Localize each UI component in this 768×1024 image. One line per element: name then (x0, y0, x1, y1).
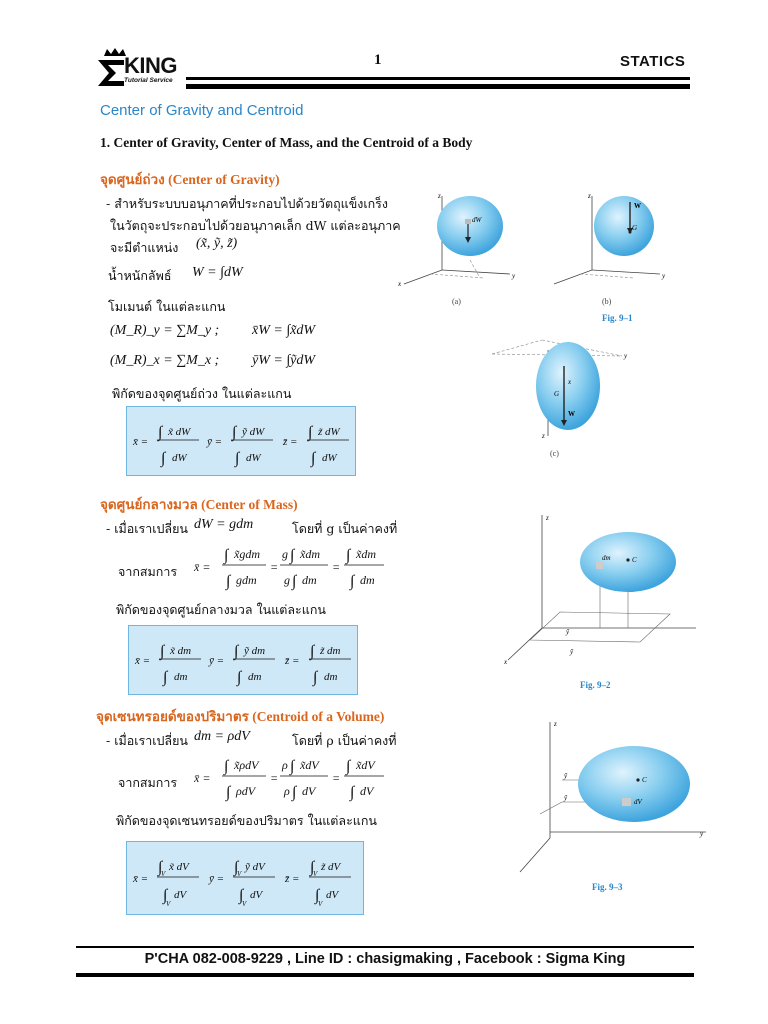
fig-9-3-diagram (510, 718, 710, 878)
svg-text:G: G (632, 224, 638, 232)
mass-line1-tail: โดยที่ g เป็นค่าคงที่ (292, 521, 398, 536)
svg-text:∫: ∫ (226, 784, 231, 801)
svg-text:∫: ∫ (346, 547, 351, 564)
svg-text:x̄ =: x̄ = (133, 436, 149, 448)
svg-text:∫: ∫ (224, 758, 229, 775)
gravity-heading: จุดศูนย์ถ่วง (Center of Gravity) (100, 172, 280, 187)
mass-coord-label: พิกัดของจุดศูนย์กลางมวล ในแต่ละแกน (116, 602, 326, 617)
svg-text:x̄ =: x̄ = (194, 560, 211, 574)
page-number: 1 (374, 52, 382, 68)
svg-text:ρ: ρ (284, 784, 290, 798)
volume-from-eq-label: จากสมการ (118, 775, 178, 790)
svg-text:x̃dm: x̃dm (300, 547, 320, 561)
svg-text:=: = (270, 771, 279, 785)
svg-text:x: x (504, 658, 508, 666)
svg-text:G: G (554, 390, 560, 398)
footer-rule-thick (76, 973, 694, 977)
svg-text:∫: ∫ (292, 573, 297, 590)
svg-text:x̄ =: x̄ = (133, 873, 149, 885)
svg-text:x̃ dV: x̃ dV (169, 861, 189, 873)
svg-text:g: g (284, 573, 290, 587)
svg-text:z̄ =: z̄ = (285, 655, 300, 667)
svg-text:z: z (546, 514, 549, 522)
svg-text:dm: dm (602, 554, 611, 562)
svg-text:dV: dV (250, 889, 263, 901)
svg-text:∫: ∫ (163, 669, 168, 686)
svg-text:V: V (166, 900, 171, 908)
svg-text:x̃dV: x̃dV (300, 758, 319, 772)
svg-text:ȳ =: ȳ = (209, 655, 225, 667)
page-title: Center of Gravity and Centroid (100, 102, 304, 119)
svg-text:x̄ =: x̄ = (135, 655, 151, 667)
moment-x-lhs: (M_R)_x = ∑M_x ; (110, 353, 220, 368)
fig-9-1-caption: Fig. 9–1 (602, 313, 633, 323)
svg-text:C: C (642, 776, 647, 784)
moment-y-lhs: (M_R)_y = ∑M_y ; (110, 323, 220, 338)
svg-text:V: V (161, 870, 166, 878)
svg-text:∫: ∫ (290, 758, 295, 775)
svg-text:dm: dm (324, 671, 338, 683)
svg-text:g: g (282, 547, 288, 561)
svg-text:=: = (332, 560, 341, 574)
svg-text:V: V (242, 900, 247, 908)
svg-text:∫: ∫ (158, 859, 163, 876)
gravity-formula-box (126, 406, 356, 476)
svg-text:dV: dV (326, 889, 339, 901)
mass-from-eq-label: จากสมการ (118, 564, 178, 579)
svg-text:V: V (313, 870, 318, 878)
section-heading: 1. Center of Gravity, Center of Mass, and the Centroid of a Body (100, 135, 473, 150)
mass-formula-box (128, 625, 358, 695)
svg-text:V: V (318, 900, 323, 908)
svg-text:V: V (237, 870, 242, 878)
mass-line1: - เมื่อเราเปลี่ยน (106, 521, 188, 536)
logo-text: KING (124, 53, 177, 78)
svg-text:x̃ dm: x̃ dm (170, 645, 192, 657)
logo-tagline: Tutorial Service (124, 77, 173, 84)
gravity-position-eq: (x̃, ỹ, z̃) (196, 236, 238, 251)
svg-text:z̃ dV: z̃ dV (321, 861, 341, 873)
svg-text:dm: dm (248, 671, 262, 683)
svg-text:y: y (624, 352, 628, 360)
svg-text:∫: ∫ (350, 784, 355, 801)
svg-text:∫: ∫ (292, 784, 297, 801)
svg-text:x̃ρdV: x̃ρdV (234, 758, 259, 772)
fig-9-3-caption: Fig. 9–3 (592, 882, 623, 892)
svg-text:ȳ: ȳ (564, 772, 568, 780)
svg-text:gdm: gdm (236, 573, 257, 587)
svg-text:dW: dW (472, 216, 482, 224)
svg-text:∫: ∫ (310, 859, 315, 876)
svg-text:ρ: ρ (282, 758, 288, 772)
svg-text:ỹ: ỹ (566, 628, 570, 636)
svg-text:∫: ∫ (290, 547, 295, 564)
svg-text:C: C (632, 556, 637, 564)
svg-text:z: z (542, 432, 545, 440)
subject-title: STATICS (620, 53, 686, 70)
svg-text:∫: ∫ (234, 643, 239, 660)
volume-derivation-eq (194, 751, 394, 803)
fig-9-2-caption: Fig. 9–2 (580, 680, 611, 690)
svg-text:∫: ∫ (350, 573, 355, 590)
svg-text:dW: dW (246, 452, 261, 464)
header-rule-thick (186, 84, 690, 89)
svg-text:∫: ∫ (315, 887, 320, 904)
svg-text:ȳ =: ȳ = (209, 873, 225, 885)
gravity-line3: จะมีตำแหน่ง (110, 240, 179, 255)
svg-text:∫: ∫ (226, 573, 231, 590)
svg-text:z̃ dW: z̃ dW (318, 426, 340, 438)
svg-text:∫: ∫ (163, 887, 168, 904)
svg-text:ȳ: ȳ (570, 648, 574, 656)
svg-text:dm: dm (302, 573, 317, 587)
svg-text:dm: dm (360, 573, 375, 587)
svg-text:∫: ∫ (308, 424, 313, 441)
svg-text:∫: ∫ (346, 758, 351, 775)
svg-text:∫: ∫ (161, 450, 166, 467)
header-rule (186, 77, 690, 80)
svg-text:z: z (438, 192, 441, 200)
moment-x-rhs: ȳW = ∫ỹdW (252, 353, 316, 368)
volume-formula-box (126, 841, 364, 915)
svg-text:=: = (270, 560, 279, 574)
gravity-coord-label: พิกัดของจุดศูนย์ถ่วง ในแต่ละแกน (112, 386, 292, 401)
weight-eq: W = ∫dW (192, 265, 243, 280)
svg-text:z̄ =: z̄ = (285, 873, 300, 885)
svg-text:ρdV: ρdV (236, 784, 256, 798)
volume-line1-eq: dm = ρdV (194, 729, 250, 744)
gravity-line1: - สำหรับระบบบอนุภาคที่ประกอบไปด้วยวัตถุแข็งเกร็ง (106, 196, 389, 211)
svg-text:z: z (554, 720, 557, 728)
moment-y-rhs: x̄W = ∫x̃dW (252, 323, 316, 338)
volume-coord-label: พิกัดของจุดเซนทรอยด์ของปริมาตร ในแต่ละแกน (116, 813, 377, 828)
footer-rule (76, 946, 694, 948)
mass-derivation-eq (194, 540, 394, 592)
svg-text:ỹ dV: ỹ dV (245, 861, 265, 873)
svg-text:dW: dW (322, 452, 337, 464)
svg-text:y: y (662, 272, 666, 280)
svg-text:∫: ∫ (310, 643, 315, 660)
svg-text:dV: dV (302, 784, 316, 798)
svg-text:dW: dW (172, 452, 187, 464)
svg-text:dV: dV (174, 889, 187, 901)
svg-text:ỹ dW: ỹ dW (242, 426, 265, 438)
mass-line1-eq: dW = gdm (194, 517, 254, 532)
weight-label: น้ำหนักลัพธ์ (108, 268, 172, 283)
svg-text:=: = (332, 771, 341, 785)
svg-text:x̄ =: x̄ = (194, 771, 211, 785)
svg-text:z: z (588, 192, 591, 200)
svg-text:y: y (512, 272, 516, 280)
fig-9-1c-label: (c) (550, 449, 559, 458)
svg-text:ỹ: ỹ (564, 794, 568, 802)
svg-text:x: x (568, 378, 572, 386)
gravity-line2: ในวัตถุจะประกอบไปด้วยอนุภาคเล็ก dW แต่ละอนุภาค (110, 218, 401, 233)
svg-text:dV: dV (634, 798, 642, 806)
fig-9-2-diagram (500, 510, 700, 680)
svg-text:∫: ∫ (313, 669, 318, 686)
volume-line1: - เมื่อเราเปลี่ยน (106, 733, 188, 748)
svg-text:x̃gdm: x̃gdm (234, 547, 260, 561)
svg-text:dV: dV (360, 784, 374, 798)
footer-contact: P'CHA 082-008-9229 , Line ID : chasigmaking , Facebook : Sigma King (144, 951, 626, 967)
svg-text:∫: ∫ (234, 859, 239, 876)
svg-text:y: y (700, 830, 704, 838)
svg-text:x̃dV: x̃dV (356, 758, 375, 772)
moment-label: โมเมนต์ ในแต่ละแกน (108, 299, 226, 314)
volume-heading: จุดเซนทรอยด์ของปริมาตร (Centroid of a Volume) (96, 709, 385, 724)
svg-text:x: x (398, 280, 402, 288)
mass-heading: จุดศูนย์กลางมวล (Center of Mass) (100, 497, 298, 512)
svg-text:dm: dm (174, 671, 188, 683)
svg-text:∫: ∫ (224, 547, 229, 564)
svg-text:∫: ∫ (237, 669, 242, 686)
svg-text:x̃ dW: x̃ dW (168, 426, 191, 438)
svg-text:∫: ∫ (232, 424, 237, 441)
fig-9-1b-label: (b) (602, 297, 612, 306)
svg-text:z̄ =: z̄ = (283, 436, 298, 448)
fig-9-1a-label: (a) (452, 297, 461, 306)
svg-text:W: W (634, 202, 641, 210)
svg-text:W: W (568, 410, 575, 418)
svg-text:∫: ∫ (239, 887, 244, 904)
volume-line1-tail: โดยที่ ρ เป็นค่าคงที่ (292, 733, 397, 748)
fig-9-1b-diagram (542, 188, 682, 308)
svg-text:x̃dm: x̃dm (356, 547, 376, 561)
svg-text:∫: ∫ (311, 450, 316, 467)
svg-text:ȳ =: ȳ = (207, 436, 223, 448)
svg-text:∫: ∫ (235, 450, 240, 467)
svg-text:∫: ∫ (158, 424, 163, 441)
svg-text:ỹ dm: ỹ dm (244, 645, 266, 657)
svg-text:z̃ dm: z̃ dm (320, 645, 341, 657)
fig-9-1a-diagram (392, 188, 532, 308)
svg-text:∫: ∫ (160, 643, 165, 660)
fig-9-1c-diagram (472, 326, 632, 456)
